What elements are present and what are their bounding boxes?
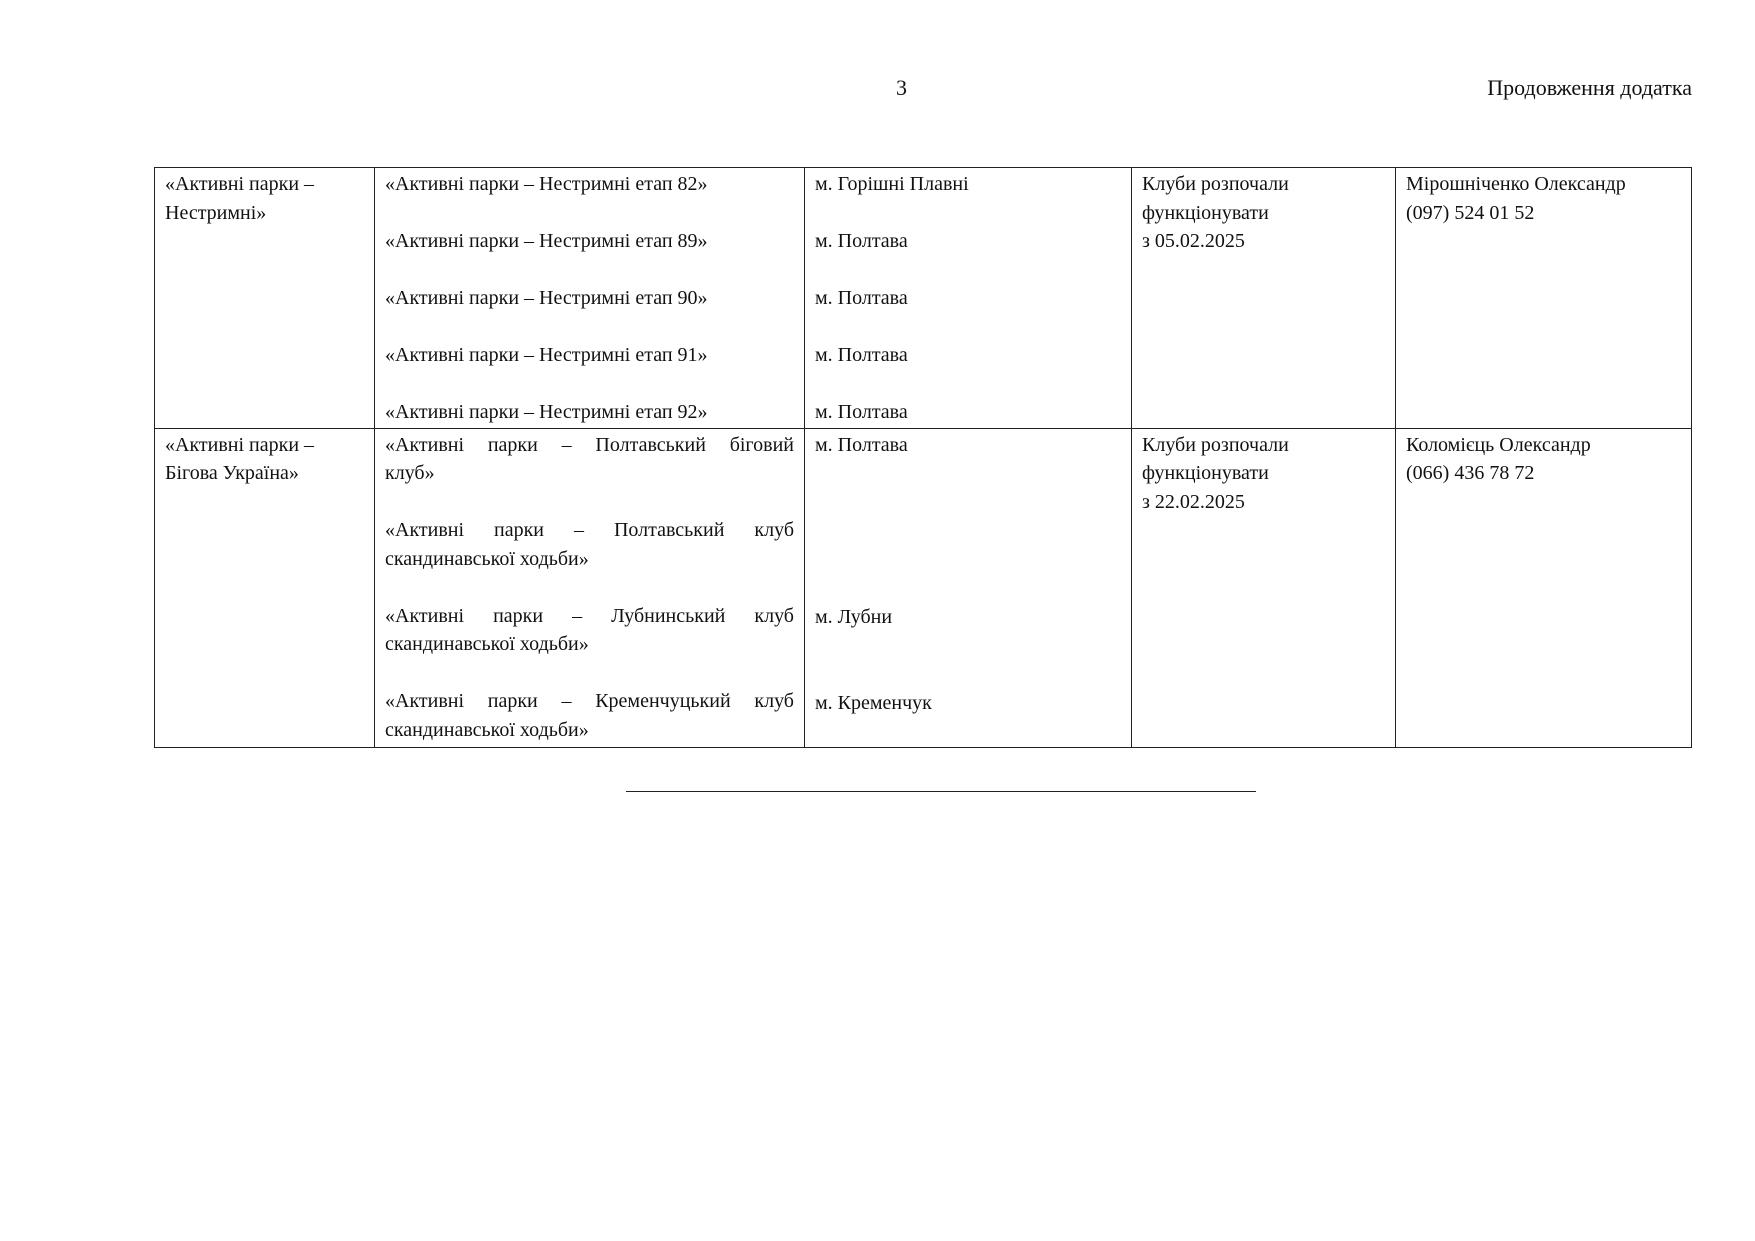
city-cell	[805, 168, 1132, 429]
club-city: м. Кременчук	[815, 691, 932, 714]
page-number: 3	[896, 75, 907, 100]
club-city: м. Полтава	[815, 287, 908, 309]
club-city: м. Горішні Плавні	[815, 173, 969, 195]
club-name: «Активні парки – Нестримні етап 82»	[385, 173, 708, 195]
status-cell	[1132, 168, 1396, 429]
program-cell	[155, 428, 375, 747]
table-row	[155, 168, 1692, 429]
club-city: м. Полтава	[815, 401, 908, 423]
city-cell	[805, 428, 1132, 747]
status-text: Клуби розпочали функціонувати з 22.02.2025	[1142, 433, 1289, 513]
club-names-cell	[375, 428, 805, 747]
club-name: «Активні парки – Нестримні етап 92»	[385, 401, 708, 423]
club-name: «Активні парки – Нестримні етап 91»	[385, 344, 708, 366]
club-name: «Активні парки – Лубнинський клуб скандинавської ходьби»	[385, 604, 794, 655]
program-name: «Активні парки – Нестримні»	[165, 173, 315, 224]
status-text: Клуби розпочали функціонувати з 05.02.2025	[1142, 173, 1289, 252]
clubs-table	[154, 167, 1692, 748]
contact-cell	[1396, 168, 1692, 429]
club-names-cell	[375, 168, 805, 429]
table-row	[155, 428, 1692, 747]
continuation-label: Продовження додатка	[1487, 75, 1692, 100]
club-name: «Активні парки – Кременчуцький клуб скандинавської ходьби»	[385, 690, 794, 741]
club-name: «Активні парки – Полтавський біговий клуб»	[385, 433, 794, 484]
contact-text: Мірошніченко Олександр (097) 524 01 52	[1406, 173, 1626, 224]
club-city: м. Полтава	[815, 433, 908, 456]
status-cell	[1132, 428, 1396, 747]
club-name: «Активні парки – Нестримні етап 89»	[385, 230, 708, 252]
club-city: м. Полтава	[815, 344, 908, 366]
club-name: «Активні парки – Полтавський клуб скандинавської ходьби»	[385, 519, 794, 570]
program-name: «Активні парки – Бігова Україна»	[165, 433, 315, 484]
club-name: «Активні парки – Нестримні етап 90»	[385, 287, 708, 309]
contact-cell	[1396, 428, 1692, 747]
club-city: м. Лубни	[815, 605, 893, 628]
end-rule	[626, 791, 1256, 792]
program-cell	[155, 168, 375, 429]
contact-text: Коломієць Олександр (066) 436 78 72	[1406, 433, 1591, 484]
club-city: м. Полтава	[815, 230, 908, 252]
